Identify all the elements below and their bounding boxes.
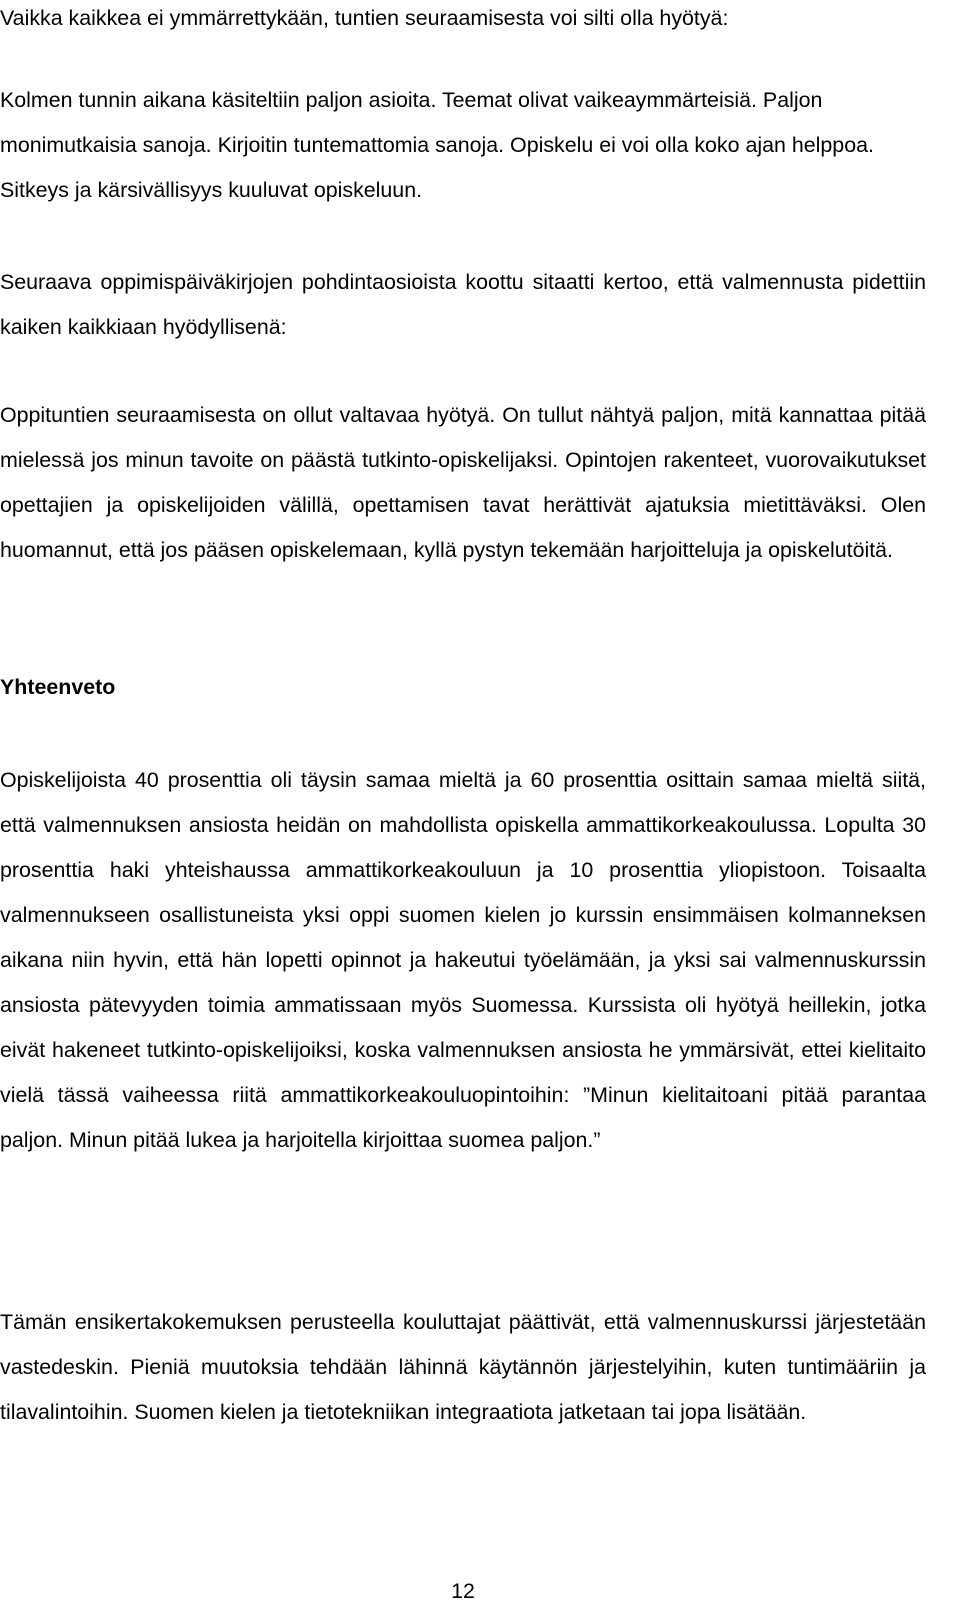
quote-paragraph-1: Kolmen tunnin aikana käsiteltiin paljon asioita. Teemat olivat vaikeaymmärteisiä. Paljon monimutkaisia sanoja. Kirjoitin tuntemattomia sanoja. Opiskelu ei voi olla koko ajan helppoa. Sitkeys ja kärsivällisyys kuuluvat opiskeluun. xyxy=(0,88,874,202)
summary-heading: Yhteenveto xyxy=(0,675,116,699)
lead-paragraph-2: Seuraava oppimispäiväkirjojen pohdintaosioista koottu sitaatti kertoo, että valmennusta pidettiin kaiken kaikkiaan hyödyllisenä: xyxy=(0,270,926,339)
intro-paragraph: Vaikka kaikkea ei ymmärrettykään, tuntien seuraamisesta voi silti olla hyötyä: xyxy=(0,6,729,30)
page-number: 12 xyxy=(451,1579,475,1603)
summary-paragraph: Opiskelijoista 40 prosenttia oli täysin samaa mieltä ja 60 prosenttia osittain samaa mieltä siitä, että valmennuksen ansiosta heidän on mahdollista opiskella ammattikorkeakoulussa. Lopulta 30 prosenttia haki yhteishaussa ammattikorkeakouluun ja 10 prosenttia yliopistoon. Toisaalta valmennukseen osallistuneista yksi oppi suomen kielen jo kurssin ensimmäisen kolmanneksen aikana niin hyvin, että hän lopetti opinnot ja hakeutui työelämään, ja yksi sai valmennuskurssin ansiosta pätevyyden toimia ammatissaan myös Suomessa. Kurssista oli hyötyä heillekin, jotka eivät hakeneet tutkinto-opiskelijoiksi, koska valmennuksen ansiosta he ymmärsivät, ettei kielitaito vielä tässä vaiheessa riitä ammattikorkeakouluopintoihin: ”Minun kielitaitoani pitää parantaa paljon. Minun pitää lukea ja harjoitella kirjoittaa suomea paljon.” xyxy=(0,768,926,1152)
conclusion-paragraph: Tämän ensikertakokemuksen perusteella kouluttajat päättivät, että valmennuskurssi järjestetään vastedeskin. Pieniä muutoksia tehdään lähinnä käytännön järjestelyihin, kuten tuntimääriin ja tilavalintoihin. Suomen kielen ja tietotekniikan integraatiota jatketaan tai jopa lisätään. xyxy=(0,1310,926,1424)
quote-paragraph-2: Oppituntien seuraamisesta on ollut valtavaa hyötyä. On tullut nähtyä paljon, mitä kannattaa pitää mielessä jos minun tavoite on päästä tutkinto-opiskelijaksi. Opintojen rakenteet, vuorovaikutukset opettajien ja opiskelijoiden välillä, opettamisen tavat herättivät ajatuksia mietittäväksi. Olen huomannut, että jos pääsen opiskelemaan, kyllä pystyn tekemään harjoitteluja ja opiskelutöitä. xyxy=(0,403,926,562)
